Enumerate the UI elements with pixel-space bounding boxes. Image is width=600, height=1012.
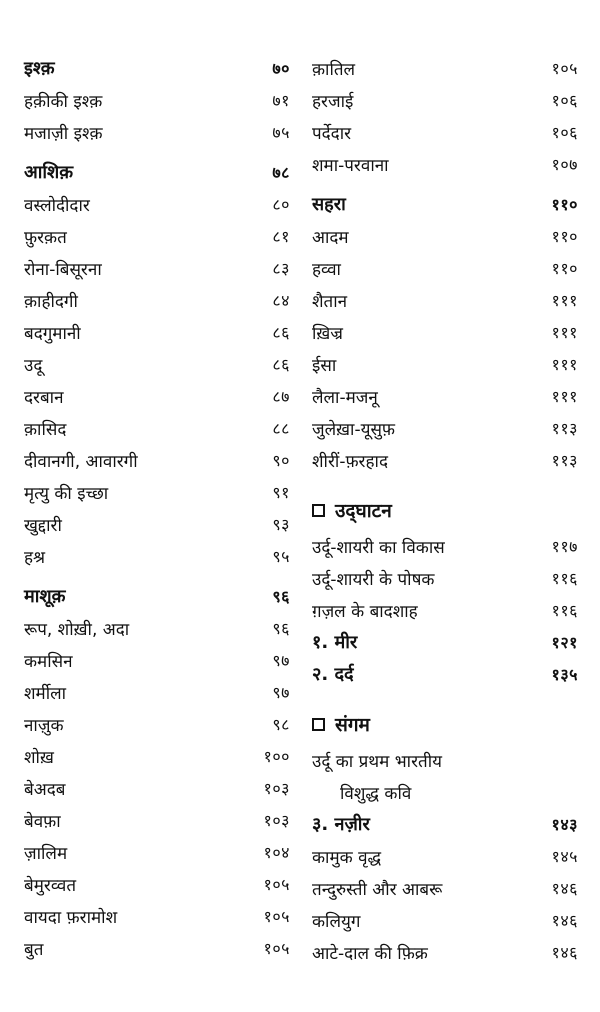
toc-page-number: १०५ xyxy=(263,907,290,926)
toc-page-number: ८७ xyxy=(272,387,290,406)
toc-entry xyxy=(24,284,290,316)
toc-page-number: ८८ xyxy=(272,419,290,438)
toc-entry-title: आटे-दाल की फ़िक्र xyxy=(312,943,428,964)
toc-entry-title: लैला-मजनू xyxy=(312,387,378,408)
toc-page-number: १४६ xyxy=(551,943,578,962)
toc-entry-title: उदू xyxy=(24,355,43,376)
toc-entry xyxy=(312,444,578,476)
toc-page-number: ११६ xyxy=(551,569,578,588)
toc-page-number: १३५ xyxy=(551,665,578,684)
toc-entry-title: माशूक़ xyxy=(24,586,66,607)
toc-entry xyxy=(24,348,290,380)
toc-entry xyxy=(24,508,290,540)
section-heading-udghatan xyxy=(312,490,578,530)
toc-page-number: ९१ xyxy=(272,483,290,502)
toc-page-number: १०६ xyxy=(551,91,578,110)
toc-entry xyxy=(24,188,290,220)
toc-entry-title: फ़ुरक़त xyxy=(24,227,67,248)
square-bullet-icon xyxy=(312,718,325,731)
toc-entry-title: बेअदब xyxy=(24,779,66,800)
toc-entry xyxy=(312,148,578,180)
toc-entry xyxy=(312,316,578,348)
toc-page-number: १०६ xyxy=(551,123,578,142)
toc-entry xyxy=(312,840,578,872)
toc-entry xyxy=(312,380,578,412)
toc-page-number: ७८ xyxy=(272,163,290,182)
toc-entry xyxy=(24,676,290,708)
toc-entry-title: हक़ीकी इश्क़ xyxy=(24,91,103,112)
toc-entry-title: हव्वा xyxy=(312,259,341,280)
toc-page-number: १०७ xyxy=(551,155,578,174)
toc-entry xyxy=(24,444,290,476)
toc-entry xyxy=(24,772,290,804)
toc-entry-title: कमसिन xyxy=(24,651,73,672)
toc-entry-title: नाज़ुक xyxy=(24,715,64,736)
toc-entry-title: सहरा xyxy=(312,194,346,215)
toc-entry xyxy=(312,348,578,380)
toc-entry-title: इश्क़ xyxy=(24,58,55,79)
toc-entry xyxy=(24,804,290,836)
toc-page-number: १११ xyxy=(551,323,578,342)
toc-entry-title: शर्मीला xyxy=(24,683,67,704)
toc-left-column xyxy=(24,52,290,964)
toc-section-heading xyxy=(24,52,290,84)
toc-page-number: ७५ xyxy=(272,123,290,142)
toc-entry-title: खुद्दारी xyxy=(24,515,62,536)
toc-page-number: ७१ xyxy=(272,91,290,110)
section-heading-sangam xyxy=(312,704,578,744)
toc-entry xyxy=(24,84,290,116)
toc-page-number: १०५ xyxy=(263,939,290,958)
toc-entry-title: बदगुमानी xyxy=(24,323,81,344)
toc-entry xyxy=(24,900,290,932)
toc-entry-title: दरबान xyxy=(24,387,64,408)
toc-page-number: १४६ xyxy=(551,879,578,898)
toc-entry-title: रोना-बिसूरना xyxy=(24,259,102,280)
toc-page-number: ८१ xyxy=(272,227,290,246)
toc-entry-title: हरजाई xyxy=(312,91,354,112)
toc-entry xyxy=(24,708,290,740)
toc-page-number: ९८ xyxy=(272,715,290,734)
toc-page-number: ९७ xyxy=(272,683,290,702)
toc-entry xyxy=(312,530,578,562)
toc-section-heading xyxy=(312,626,578,658)
toc-entry-title: ईसा xyxy=(312,355,337,376)
toc-page-number: १०३ xyxy=(263,811,290,830)
toc-entry-title: रूप, शोख़ी, अदा xyxy=(24,619,130,640)
toc-entry-title: उर्दू-शायरी का विकास xyxy=(312,537,445,558)
toc-entry xyxy=(24,644,290,676)
toc-entry xyxy=(24,612,290,644)
toc-entry xyxy=(24,836,290,868)
toc-entry-title: आशिक़ xyxy=(24,162,74,183)
toc-page-number: ९० xyxy=(272,451,290,470)
square-bullet-icon xyxy=(312,504,325,517)
toc-entry xyxy=(24,412,290,444)
toc-entry-title: क़ासिद xyxy=(24,419,67,440)
toc-page-number: १०४ xyxy=(263,843,290,862)
toc-page-number: ९६ xyxy=(272,619,290,638)
toc-page-number: ९६ xyxy=(272,587,290,606)
toc-entry xyxy=(312,562,578,594)
toc-entry-continuation xyxy=(312,776,578,808)
toc-entry-title: उर्दू का प्रथम भारतीय xyxy=(312,751,442,772)
section-title: उद्‍घाटन xyxy=(335,500,392,522)
toc-right-column xyxy=(312,52,578,968)
toc-page-number: १०३ xyxy=(263,779,290,798)
section-title: संगम xyxy=(335,714,370,736)
toc-entry xyxy=(24,116,290,148)
toc-entry-title: क़ाहीदगी xyxy=(24,291,78,312)
toc-entry-title: हश्र xyxy=(24,547,46,568)
toc-entry xyxy=(24,380,290,412)
toc-page-number: ११३ xyxy=(551,419,578,438)
toc-entry xyxy=(312,116,578,148)
toc-page-number: ११० xyxy=(551,195,578,214)
toc-entry xyxy=(312,936,578,968)
toc-section-heading xyxy=(312,808,578,840)
toc-entry-title: वस्लोदीदार xyxy=(24,195,90,216)
toc-page-number: १४५ xyxy=(551,847,578,866)
toc-page-number: ११० xyxy=(551,259,578,278)
toc-entry-title: वायदा फ़रामोश xyxy=(24,907,118,928)
toc-entry xyxy=(312,904,578,936)
toc-entry-title: कलियुग xyxy=(312,911,361,932)
toc-page-number: ११३ xyxy=(551,451,578,470)
toc-page-number: १४६ xyxy=(551,911,578,930)
toc-entry-title: मृत्यु की इच्छा xyxy=(24,483,109,504)
toc-entry-title: आदम xyxy=(312,227,349,248)
toc-page-number: ८४ xyxy=(272,291,290,310)
toc-entry-title: तन्दुरुस्ती और आबरू xyxy=(312,879,443,900)
toc-entry xyxy=(24,932,290,964)
toc-entry-title: उर्दू-शायरी के पोषक xyxy=(312,569,435,590)
toc-entry xyxy=(24,540,290,572)
toc-page-number: १४३ xyxy=(551,815,578,834)
toc-entry-title: शैतान xyxy=(312,291,348,312)
toc-entry-title: शीरीं-फ़रहाद xyxy=(312,451,388,472)
toc-entry xyxy=(312,220,578,252)
toc-entry-title: शोख़ xyxy=(24,747,54,768)
toc-entry-title: १. मीर xyxy=(312,632,358,653)
toc-page-number: ११० xyxy=(551,227,578,246)
toc-entry xyxy=(24,316,290,348)
toc-page-number: १०५ xyxy=(551,59,578,78)
toc-entry-title: ग़ज़ल के बादशाह xyxy=(312,601,418,622)
toc-page-number: ८० xyxy=(272,195,290,214)
toc-section-heading xyxy=(24,580,290,612)
toc-entry-title: पर्देदार xyxy=(312,123,352,144)
toc-page-number: १०५ xyxy=(263,875,290,894)
toc-entry-title: कामुक वृद्ध xyxy=(312,847,382,868)
toc-entry xyxy=(24,220,290,252)
toc-entry xyxy=(312,412,578,444)
toc-entry xyxy=(312,84,578,116)
toc-entry-title: क़ातिल xyxy=(312,59,356,80)
toc-entry xyxy=(24,476,290,508)
toc-page-number: ११७ xyxy=(551,537,578,556)
toc-entry-title: बेमुरव्वत xyxy=(24,875,77,896)
toc-entry-title: जुलेख़ा-यूसुफ़ xyxy=(312,419,396,440)
toc-page-number: १०० xyxy=(263,747,290,766)
toc-entry xyxy=(24,868,290,900)
toc-entry-title: बुत xyxy=(24,939,44,960)
toc-page-number: ८३ xyxy=(272,259,290,278)
toc-page-number: ९३ xyxy=(272,515,290,534)
toc-page-number: ८६ xyxy=(272,355,290,374)
toc-entry xyxy=(24,740,290,772)
toc-page-number: ९५ xyxy=(272,547,290,566)
toc-entry xyxy=(24,252,290,284)
toc-entry xyxy=(312,284,578,316)
toc-section-heading xyxy=(312,658,578,690)
toc-page-number: १११ xyxy=(551,387,578,406)
toc-entry-title: शमा-परवाना xyxy=(312,155,389,176)
toc-entry xyxy=(312,872,578,904)
toc-page-number: ७० xyxy=(272,59,290,78)
toc-entry-title: विशुद्ध कवि xyxy=(340,783,412,804)
toc-page-number: ११६ xyxy=(551,601,578,620)
toc-section-heading xyxy=(312,188,578,220)
toc-entry-title: ३. नज़ीर xyxy=(312,814,370,835)
toc-page-number: ८६ xyxy=(272,323,290,342)
toc-entry-title: २. दर्द xyxy=(312,664,354,685)
toc-entry-title: ख़िज्र xyxy=(312,323,344,344)
toc-entry-title: ज़ालिम xyxy=(24,843,68,864)
toc-section-heading xyxy=(24,156,290,188)
toc-page-number: १११ xyxy=(551,355,578,374)
toc-entry-title: दीवानगी, आवारगी xyxy=(24,451,138,472)
toc-entry xyxy=(312,52,578,84)
toc-page-number: १२१ xyxy=(551,633,578,652)
toc-entry xyxy=(312,594,578,626)
toc-page-number: ९७ xyxy=(272,651,290,670)
toc-entry-multiline xyxy=(312,744,578,776)
toc-entry-title: बेवफ़ा xyxy=(24,811,61,832)
toc-page-number: १११ xyxy=(551,291,578,310)
toc-entry-title: मजाज़ी इश्क़ xyxy=(24,123,103,144)
toc-entry xyxy=(312,252,578,284)
